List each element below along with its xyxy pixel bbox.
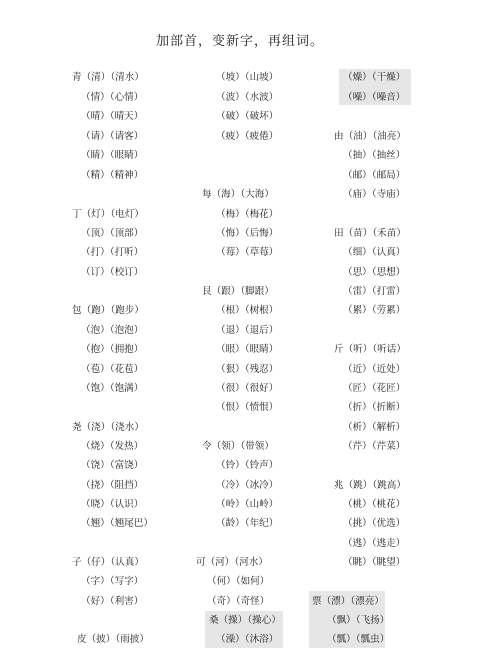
col2-line: （很）（很好） (216, 383, 279, 394)
col3-line: （邮）（邮局） (343, 170, 406, 181)
col1-line: （饱）（饱满） (81, 383, 144, 394)
col1-line: （挠）（阻挡） (81, 480, 144, 491)
col3-line: （桃）（桃花） (343, 499, 406, 510)
col1-line: （睛）（眼睛） (81, 150, 144, 161)
col3-line: （瓢）（瓢虫） (327, 634, 390, 645)
col1-line: （请）（请客） (81, 131, 144, 142)
col3-line: （逃）（逃走） (343, 538, 406, 549)
col2-line: （奇）（奇怪） (207, 596, 270, 607)
col2-line: （疲）（疲倦） (216, 131, 279, 142)
col2-line: （冷）（冰冷） (216, 480, 279, 491)
col2-line: 可（河）（河水） (196, 557, 268, 568)
col3-line: （近）（近处） (343, 364, 406, 375)
col1-line: （打）（打听） (81, 247, 144, 258)
col2-line: （破）（破坏） (216, 111, 279, 122)
col3-line: 斤（听）（听话） (334, 344, 406, 355)
col3-line: （眺）（眺望） (343, 557, 406, 568)
col1-line: （精）（精神） (81, 170, 144, 181)
col1-line: （订）（校订） (81, 267, 144, 278)
col3-line: （噪）（噪音） (343, 92, 406, 103)
col2-line: （莓）（草莓） (216, 247, 279, 258)
col3-line: （燥）（干燥） (343, 72, 406, 83)
col2-line: （根）（树根） (216, 305, 279, 316)
col1-line: （晴）（晴天） (81, 111, 144, 122)
col3-line: （飘）（飞扬） (327, 615, 390, 626)
col3-line: （累）（劳累） (343, 305, 406, 316)
col2-line: （悔）（后悔） (216, 228, 279, 239)
col3-line: （雷）（打雷） (343, 286, 406, 297)
col1-line: （晓）（认识） (81, 499, 144, 510)
col3-line: 兆（跳）（跳高） (334, 480, 406, 491)
col1-line: （字）（写字） (81, 576, 144, 587)
col3-line: （细）（认真） (343, 247, 406, 258)
col2-line: （坡）（山坡） (216, 72, 279, 83)
col1-line: 皮（披）（雨披） (77, 634, 149, 645)
col3-line: （抽）（抽丝） (343, 150, 406, 161)
col1-line: 丁（灯）（电灯） (72, 209, 144, 220)
col3-line: （匠）（花匠） (343, 383, 406, 394)
col2-line: （梅）（梅花） (216, 209, 279, 220)
col1-line: （烧）（发热） (81, 441, 144, 452)
col2-line: 令（领）（带领） (202, 441, 274, 452)
col1-line: （翘）（翘尾巴） (81, 518, 153, 529)
col2-line: 艮（跟）（脚跟） (202, 286, 274, 297)
col3-line: 票（漂）（漂亮） (312, 596, 384, 607)
col2-line: （何）（如何） (207, 576, 270, 587)
col2-line: （退）（退后） (216, 325, 279, 336)
col3-line: 由（油）（油亮） (334, 131, 406, 142)
col2-line: 每（海）（大海） (202, 189, 274, 200)
col3-line: （庙）（寺庙） (343, 189, 406, 200)
col3-line: （挑）（优选） (343, 518, 406, 529)
col1-line: （苞）（花苞） (81, 364, 144, 375)
col2-line: （澡）（沐浴） (216, 634, 279, 645)
col1-line: 子（仔）（认真） (72, 557, 144, 568)
col3-line: 田（苗）（禾苗） (334, 228, 406, 239)
col2-line: （岭）（山岭） (216, 499, 279, 510)
col3-line: （析）（解析） (343, 422, 406, 433)
col1-line: 青（清）（清水） (72, 72, 144, 83)
col2-line: （狠）（残忍） (216, 364, 279, 375)
col3-line: （折）（折断） (343, 402, 406, 413)
col2-line: （铃）（铃声） (216, 460, 279, 471)
col2-line: （眼）（眼睛） (216, 344, 279, 355)
col1-line: （情）（心情） (81, 92, 144, 103)
col1-line: 尧（浇）（浇水） (72, 422, 144, 433)
col3-line: （芹）（芹菜） (343, 441, 406, 452)
col3-line: （思）（思想） (343, 267, 406, 278)
col2-line: （恨）（愤恨） (216, 402, 279, 413)
col1-line: （饶）（富饶） (81, 460, 144, 471)
col2-line: （龄）（年纪） (216, 518, 279, 529)
col1-line: （好）（利害） (81, 596, 144, 607)
col1-line: 包（跑）（跑步） (72, 305, 144, 316)
col2-line: （波）（水波） (216, 92, 279, 103)
col1-line: （泡）（泡泡） (81, 325, 144, 336)
page-title: 加部首，变新字，再组词。 (155, 34, 324, 49)
col2-line: 桑（操）（操心） (209, 615, 281, 626)
col1-line: （顶）（顶部） (81, 228, 144, 239)
col1-line: （抱）（拥抱） (81, 344, 144, 355)
